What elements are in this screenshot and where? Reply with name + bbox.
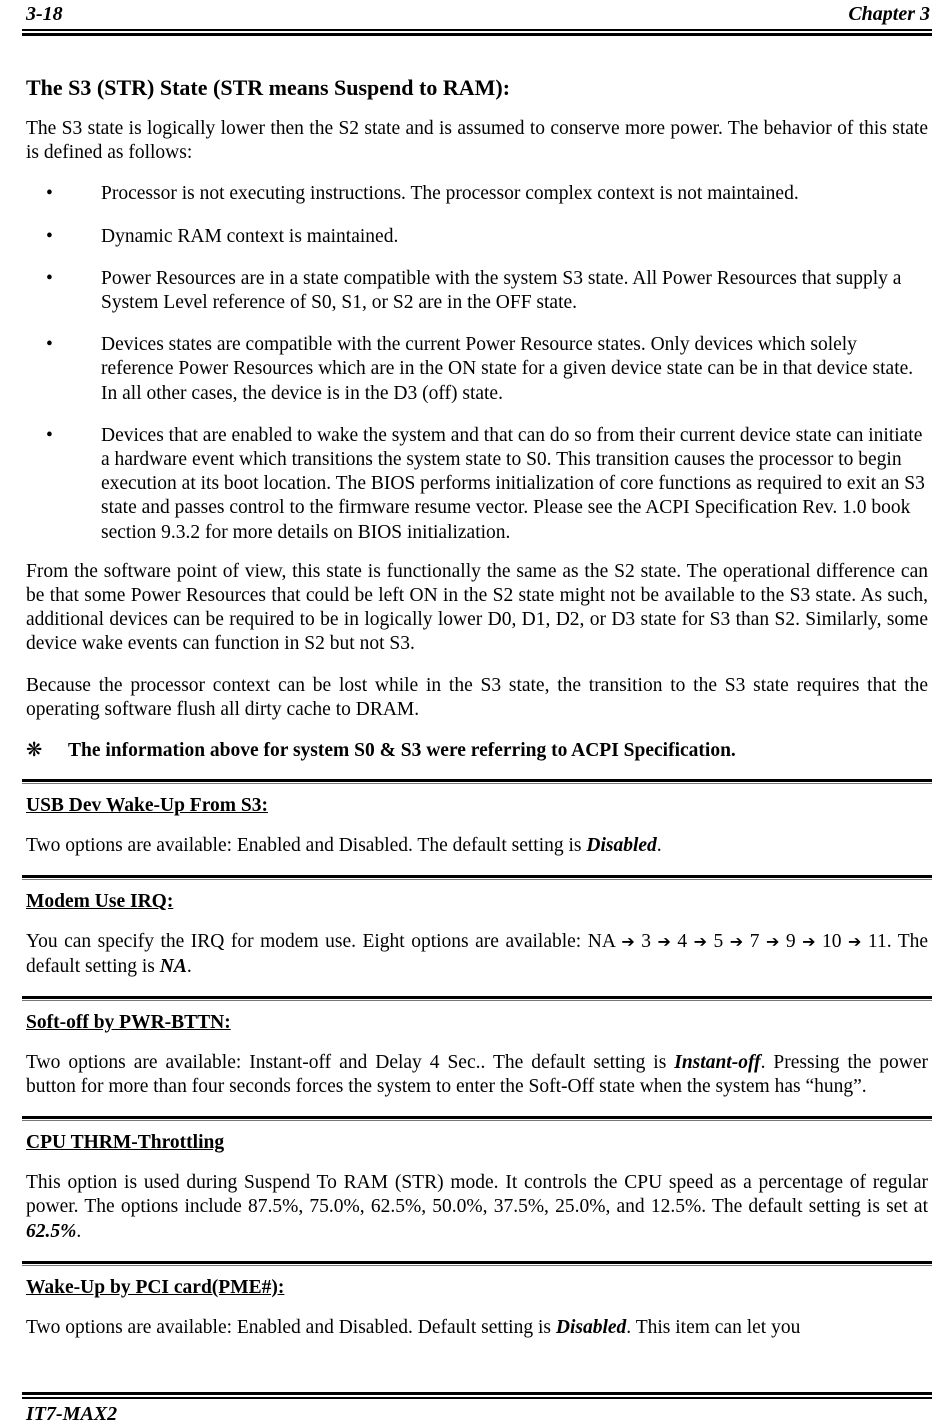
list-item-text: Power Resources are in a state compatible with the system S3 state. All Power Resources that supply a System Level reference of S0, S1, or S2 are in the OFF state. [101,267,902,314]
soft-off-text: Two options are available: Instant-off and Delay 4 Sec.. The default setting is [26,1051,675,1073]
irq-option: 9 [785,931,796,953]
page-number: 3-18 [26,3,63,25]
section-divider [22,996,932,1001]
cpu-thrm-title: CPU THRM-Throttling [26,1132,225,1154]
usb-wake-default: Disabled [586,835,657,857]
cpu-thrm-text: This option is used during Suspend To RAM (STR) mode. It controls the CPU speed as a percentage of regular power. The options include 87.5%, 75.0%, 62.5%, 50.0%, 37.5%, 25.0%, and 12.5%. The default setting is set at [26,1172,928,1218]
wake-pci-text: Two options are available: Enabled and Disabled. Default setting is [26,1316,556,1338]
arrow-right-icon: ➔ [621,932,635,952]
s3-cache-paragraph: Because the processor context can be lost while in the S3 state, the transition to the S3 state requires that the operating software flush all dirty cache to DRAM. [26,674,928,720]
list-item-text: Devices that are enabled to wake the system and that can do so from their current device state can initiate a hardware event which transitions the system state to S0. This transition causes the processor to begin execution at its boot location. The BIOS performs initialization of core functions as required to exit an S3 state and passes control to the firmware resume vector. Please see the ACPI Specification Rev. 1.0 book section 9.3.2 for more details on BIOS initialization. [101,424,925,543]
list-item-text: Devices states are compatible with the current Power Resource states. Only devices which solely reference Power Resources which are in the ON state for a given device state can be in that device state. In all other cases, the device is in the D3 (off) state. [101,334,914,404]
modem-irq-text-end: . [186,955,192,977]
usb-wake-title: USB Dev Wake-Up From S3: [26,795,268,817]
modem-irq-text-mid: . The default setting is [26,931,929,977]
modem-irq-default: NA [159,955,187,977]
section-divider [22,1116,932,1121]
wake-pci-description [26,1316,928,1340]
cpu-thrm-text-end: . [76,1220,82,1242]
list-item [26,267,928,315]
s3-behavior-list [26,182,928,544]
s3-software-paragraph: From the software point of view, this state is functionally the same as the S2 state. The operational difference can be that some Power Resources that could be left ON in the S2 state might not be available to the S3 state. As such, additional devices can be required to be in logically lower D0, D1, D2, or D3 state for S3 than S2. Similarly, some device wake events can function in S2 but not S3. [26,560,928,655]
irq-option: 7 [749,931,760,953]
modem-irq-title: Modem Use IRQ: [26,891,174,913]
arrow-right-icon: ➔ [693,932,708,952]
irq-option: 5 [713,931,724,953]
footer-rule [22,1392,932,1399]
list-item [26,182,928,206]
page-content [26,74,928,1357]
soft-off-title: Soft-off by PWR-BTTN: [26,1011,231,1033]
list-item [26,424,928,545]
asterisk-icon: ❋ [26,740,43,762]
soft-off-description [26,1051,928,1099]
bullet-icon: • [46,225,53,247]
section-divider [22,779,932,784]
usb-wake-description [26,834,928,858]
running-header [26,3,930,26]
list-item-text: Processor is not executing instructions. The processor complex context is not maintained. [101,183,799,205]
cpu-thrm-default: 62.5% [26,1220,77,1242]
footer-model: IT7-MAX2 [26,1403,118,1425]
arrow-right-icon: ➔ [765,932,780,952]
list-item [26,333,928,406]
bullet-icon: • [46,267,53,289]
arrow-right-icon: ➔ [802,932,816,952]
bullet-icon: • [46,183,53,205]
soft-off-default: Instant-off [674,1051,761,1073]
chapter-label: Chapter 3 [848,3,930,25]
section-divider [22,1261,932,1266]
bullet-icon: • [46,334,53,356]
usb-wake-text-end: . [656,835,662,857]
usb-wake-text: Two options are available: Enabled and Disabled. The default setting is [26,835,587,857]
arrow-right-icon: ➔ [729,932,744,952]
irq-option: 11 [867,931,887,953]
irq-option: 10 [822,931,842,953]
list-item [26,225,928,249]
acpi-note-text: The information above for system S0 & S3 were referring to ACPI Specification. [68,740,736,762]
s3-intro-paragraph: The S3 state is logically lower then the S2 state and is assumed to conserve more power. The behavior of this state is defined as follows: [26,118,928,164]
irq-option: 4 [677,931,688,953]
wake-pci-title: Wake-Up by PCI card(PME#): [26,1276,285,1298]
acpi-note [26,739,928,763]
wake-pci-text-end: . This item can let you [626,1316,801,1338]
list-item-text: Dynamic RAM context is maintained. [101,225,399,247]
header-rule [22,29,932,36]
section-divider [22,875,932,880]
cpu-thrm-description [26,1171,928,1244]
arrow-right-icon: ➔ [657,932,671,952]
modem-irq-text: You can specify the IRQ for modem use. Eight options are available: [26,931,588,953]
wake-pci-default: Disabled [555,1316,627,1338]
bullet-icon: • [46,424,53,446]
soft-off-text-end: . Pressing the power button for more than four seconds forces the system to enter the Soft-Off state when the system has “hung”. [26,1051,928,1098]
arrow-right-icon: ➔ [848,932,862,952]
irq-option: NA [587,931,615,953]
modem-irq-description [26,930,928,978]
s3-section-title: The S3 (STR) State (STR means Suspend to RAM): [26,75,511,100]
irq-option: 3 [641,931,651,953]
